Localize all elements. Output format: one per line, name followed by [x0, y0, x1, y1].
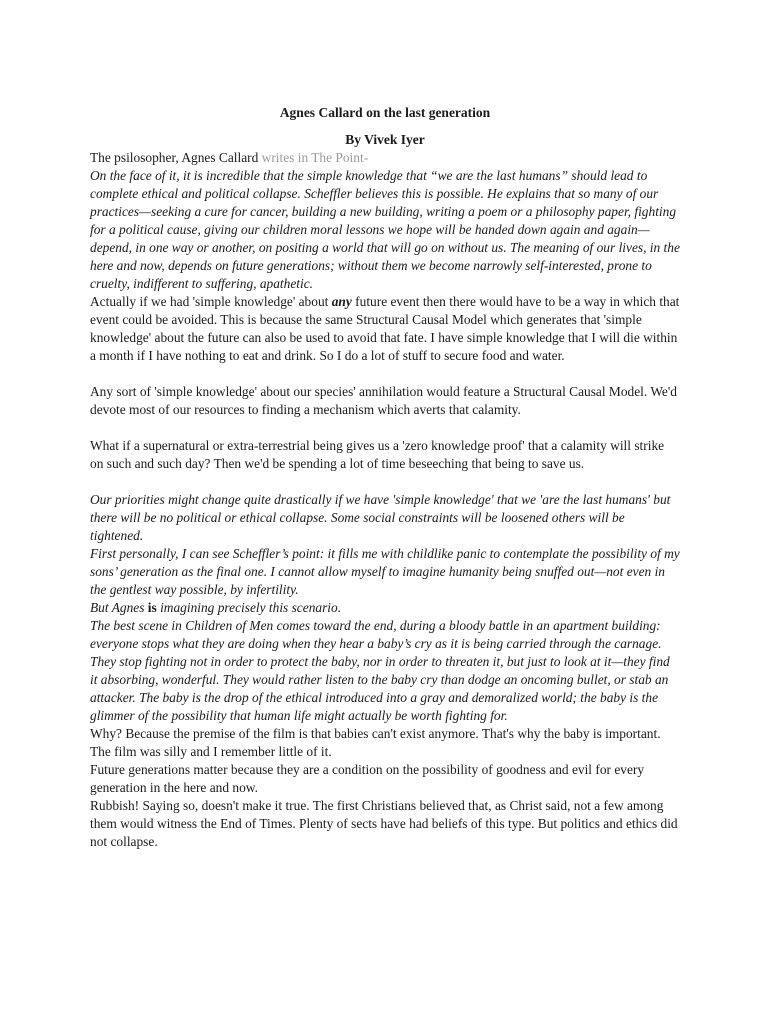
- para4-after: imagining precisely this scenario.: [156, 600, 342, 615]
- body-paragraph-1: [90, 293, 680, 365]
- document-page: [90, 104, 680, 851]
- para1-emphasis: any: [331, 294, 352, 309]
- body-paragraph-6: Future generations matter because they are a condition on the possibility of goodness and evil for every generation in the here and now.: [90, 762, 645, 795]
- para4-before: But Agnes: [90, 600, 148, 615]
- intro-text: The psilosopher, Agnes Callard: [90, 150, 262, 165]
- body-paragraph-3: What if a supernatural or extra-terrestrial being gives us a 'zero knowledge proof' that a calamity will strike on such and such day? Then we'd be spending a lot of time beseeching that being to save us.: [90, 438, 665, 471]
- para1-after: future event then there would have to be a way in which that event could be avoided. This is because the same Structural Causal Model which generates that 'simple knowledge' about the future can also be used to avoid that fate. I have simple knowledge that I will die within a month if I have nothing to eat and drink. So I do a lot of stuff to secure food and water.: [90, 294, 680, 363]
- paragraph-gap: [90, 473, 680, 491]
- para1-before: Actually if we had 'simple knowledge' about: [90, 294, 332, 309]
- paragraph-gap: [90, 365, 680, 383]
- source-link[interactable]: writes in The Point-: [261, 150, 369, 165]
- body-paragraph-4: [90, 599, 680, 617]
- document-byline: By Vivek Iyer: [345, 132, 425, 147]
- paragraph-gap: [90, 419, 680, 437]
- quote-block-3: First personally, I can see Scheffler’s point: it fills me with childlike panic to contemplate the possibility of my sons’ generation as the final one. I cannot allow myself to imagine humanity being snuffed out—not even in the gentlest way possible, by infertility.: [90, 546, 680, 597]
- body-paragraph-7: Rubbish! Saying so, doesn't make it true. The first Christians believed that, as Christ said, not a few among them would witness the End of Times. Plenty of sects have had beliefs of this type. But politics and ethics did not collapse.: [90, 798, 678, 849]
- intro-paragraph: [90, 149, 680, 167]
- quote-block-4: The best scene in Children of Men comes toward the end, during a bloody battle in an apartment building: everyone stops what they are doing when they hear a baby’s cry as it is being carried through the carnage. They stop fighting not in order to protect the baby, nor in order to threaten it, but just to look at it—they find it absorbing, wonderful. They would rather listen to the baby cry than dodge an oncoming bullet, or stab an attacker. The baby is the drop of the ethical introduced into a gray and demoralized world; the baby is the glimmer of the possibility that human life might actually be worth fighting for.: [90, 618, 670, 723]
- document-title: Agnes Callard on the last generation: [279, 105, 491, 120]
- para4-emphasis: is: [147, 600, 157, 615]
- body-paragraph-2: Any sort of 'simple knowledge' about our species' annihilation would feature a Structural Causal Model. We'd devote most of our resources to finding a mechanism which averts that calamity.: [90, 384, 677, 417]
- quote-block-2: Our priorities might change quite drastically if we have 'simple knowledge' that we 'are the last humans' but there will be no political or ethical collapse. Some social constraints will be loosened others will be tightened.: [90, 492, 671, 543]
- quote-block-1: On the face of it, it is incredible that the simple knowledge that “we are the last humans” should lead to complete ethical and political collapse. Scheffler believes this is possible. He explains that so many of our practices—seeking a cure for cancer, building a new building, writing a poem or a philosophy paper, fighting for a political cause, giving our children moral lessons we hope will be handed down again and again—depend, in one way or another, on positing a world that will go on without us. The meaning of our lives, in the here and now, depends on future generations; without them we become narrowly self-interested, prone to cruelty, indifferent to suffering, apathetic.: [90, 168, 680, 291]
- body-paragraph-5: Why? Because the premise of the film is that babies can't exist anymore. That's why the baby is important. The film was silly and I remember little of it.: [90, 726, 661, 759]
